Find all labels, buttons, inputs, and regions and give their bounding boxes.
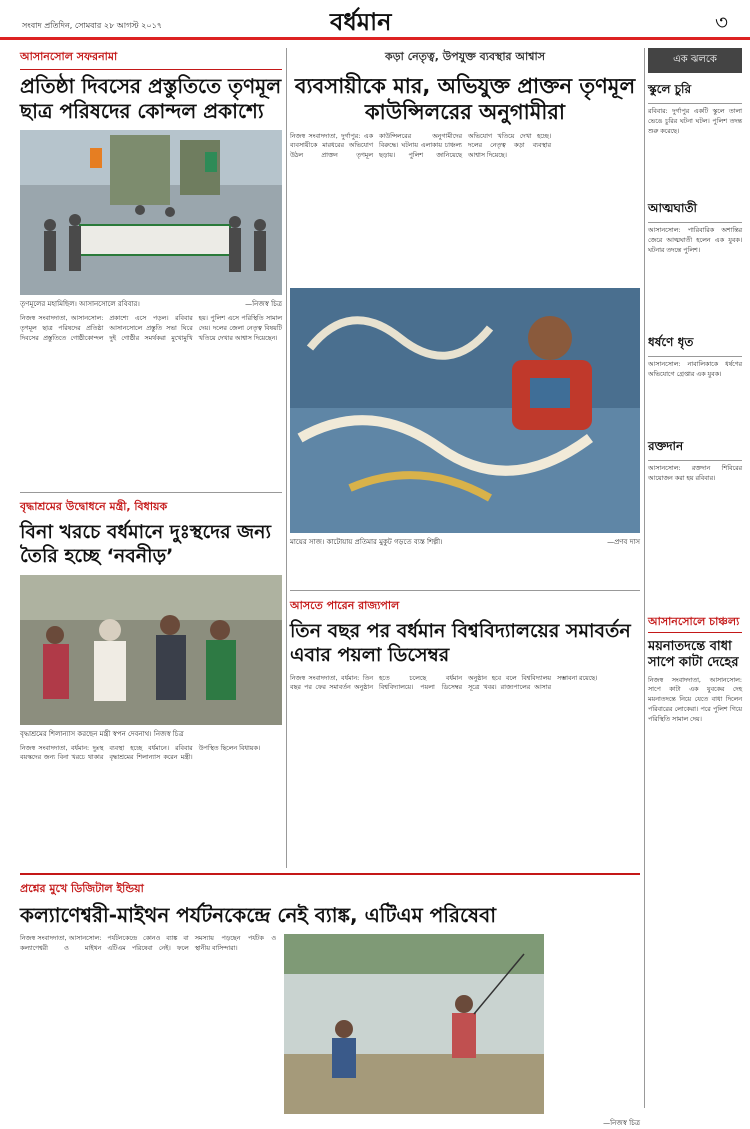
photo-caption: মায়ের সাজ। কাটোয়ায় প্রতিমার মুকুট গড়তে ব্যস্ত শিল্পী। <box>290 537 443 546</box>
story-body-continued <box>552 934 640 1114</box>
story-old-age-home <box>20 498 282 874</box>
artisan-photo <box>290 288 640 533</box>
page-number: ৩ <box>714 10 728 34</box>
inauguration-photo-image <box>20 575 282 725</box>
story-cp-infighting <box>20 48 282 488</box>
story-kicker: প্রশ্নের মুখে ডিজিটাল ইন্ডিয়া <box>20 882 144 895</box>
story-body: নিজস্ব সংবাদদাতা, আসানসোল: সাপে কাটা এক যুবকের দেহ ময়নাতদন্তে নিয়ে যেতে বাধা দিলেন পরিবারের লোকেরা। পরে পুলিশ গিয়ে পরিস্থিতি সামাল দেয়। <box>648 676 742 723</box>
story-headline[interactable]: প্রতিষ্ঠা দিবসের প্রস্তুতিতে তৃণমূল ছাত্র পরিষদের কোন্দল প্রকাশ্যে <box>20 74 282 123</box>
brief-title[interactable]: রক্তদান <box>648 438 742 461</box>
issue-date: সংবাদ প্রতিদিন, সোমবার ২৮ আগস্ট ২০১৭ <box>22 21 162 30</box>
rally-photo <box>20 130 282 295</box>
story-headline[interactable]: কল্যাণেশ্বরী-মাইথন পর্যটনকেন্দ্রে নেই ব্যাঙ্ক, এটিএম পরিষেবা <box>20 903 496 927</box>
lake-photo-image <box>284 934 544 1114</box>
photo-credit: —নিজস্ব চিত্র <box>245 300 282 308</box>
story-kicker: আসতে পারেন রাজ্যপাল <box>290 599 400 612</box>
photo-credit: —প্রণব দাস <box>607 537 640 546</box>
story-body: নিজস্ব সংবাদদাতা, আসানসোল: তৃণমূল ছাত্র পরিষদের প্রতিষ্ঠা দিবসের প্রস্তুতিতে গোষ্ঠীকোন্দল প্রকাশ্যে এসে পড়ল। রবিবার আসানসোলে প্রস্তুতি সভা ঘিরে দুই গোষ্ঠীর সমর্থকরা মুখোমুখি হয়। পুলিশ এসে পরিস্থিতি সামাল দেয়। দলের জেলা নেতৃত্ব বিষয়টি খতিয়ে দেখার আশ্বাস দিয়েছেন। <box>20 315 282 342</box>
story-headline[interactable]: তিন বছর পর বর্ধমান বিশ্ববিদ্যালয়ের সমাবর্তন এবার পয়লা ডিসেম্বর <box>290 620 631 666</box>
story-body: নিজস্ব সংবাদদাতা, বর্ধমান: দুঃস্থ বয়স্কদের জন্য বিনা খরচে থাকার ব্যবস্থা হচ্ছে বর্ধমানে। রবিবার বৃদ্ধাশ্রমের শিলান্যাস করেন মন্ত্রী। উপস্থিত ছিলেন বিধায়ক। <box>20 744 261 762</box>
story-kicker: আসানসোল সফরনামা <box>20 48 282 70</box>
story-body: নিজস্ব সংবাদদাতা, বর্ধমান: তিন বছর পর ফের সমাবর্তন অনুষ্ঠান হতে চলেছে বর্ধমান বিশ্ববিদ্যালয়ে। পয়লা ডিসেম্বর অনুষ্ঠান হবে বলে বিশ্ববিদ্যালয় সূত্রে খবর। রাজ্যপালের আসার সম্ভাবনা রয়েছে। <box>290 674 598 692</box>
brief-title[interactable]: স্কুলে চুরি <box>648 81 742 104</box>
section-title: বর্ধমান <box>330 7 392 36</box>
photo-caption: তৃণমূলের মহামিছিল। আসানসোলে রবিবার। <box>20 300 140 308</box>
brief-body: আসানসোল: পারিবারিক অশান্তির জেরে আত্মঘাতী হলেন এক যুবক। ঘটনার তদন্তে পুলিশ। <box>648 227 742 254</box>
story-convocation <box>290 597 640 869</box>
rally-photo-image <box>20 130 282 295</box>
photo-credit: —নিজস্ব চিত্র <box>603 1119 640 1127</box>
story-trader-assault <box>290 48 640 548</box>
lake-photo <box>284 934 544 1114</box>
news-brief-sidebar <box>648 48 742 608</box>
story-kicker: বৃদ্ধাশ্রমের উদ্বোধনে মন্ত্রী, বিধায়ক <box>20 500 168 513</box>
brief-title[interactable]: আত্মঘাতী <box>648 200 742 223</box>
story-headline[interactable]: ময়নাতদন্তে বাধা সাপে কাটা দেহের <box>648 639 739 671</box>
sidebar-header: এক ঝলকে <box>648 48 742 73</box>
artisan-photo-image <box>290 288 640 533</box>
brief-title[interactable]: ধর্ষণে ধৃত <box>648 334 742 357</box>
story-body: নিজস্ব সংবাদদাতা, আসানসোল: কল্যাণেশ্বরী ও মাইথন পর্যটনকেন্দ্রে কোনও ব্যাঙ্ক বা এটিএম পরিষেবা নেই। ফলে সমস্যায় পড়ছেন পর্যটক ও স্থানীয় বাসিন্দারা। <box>20 935 277 952</box>
story-tourism-atm <box>20 880 640 1129</box>
brief-body: রবিবার: দুর্গাপুর একটি স্কুলে তালা ভেঙে চুরির ঘটনা ঘটল। পুলিশ তদন্ত শুরু করেছে। <box>648 108 742 135</box>
story-kicker: আসানসোলে চাঞ্চল্য <box>648 613 742 633</box>
story-kicker: কড়া নেতৃত্ব, উপযুক্ত ব্যবস্থার আশ্বাস <box>385 50 545 63</box>
section-rule <box>20 492 282 493</box>
inauguration-photo <box>20 575 282 725</box>
story-headline[interactable]: ব্যবসায়ীকে মার, অভিযুক্ত প্রাক্তন তৃণমূল কাউন্সিলরের অনুগামীরা <box>294 74 636 125</box>
column-rule <box>644 48 645 1108</box>
brief-body: আসানসোল: রক্তদান শিবিরের আয়োজন করা হয় রবিবার। <box>648 465 742 482</box>
column-rule <box>286 48 287 868</box>
section-rule <box>290 590 640 591</box>
masthead <box>0 0 750 40</box>
brief-body: আসানসোল: নাবালিকাকে ধর্ষণের অভিযোগে গ্রেপ্তার এক যুবক। <box>648 361 742 378</box>
story-body: নিজস্ব সংবাদদাতা, দুর্গাপুর: এক ব্যবসায়ীকে মারধরের অভিযোগ উঠল প্রাক্তন তৃণমূল কাউন্সিলরের অনুগামীদের বিরুদ্ধে। ঘটনায় এলাকায় চাঞ্চল্য ছড়ায়। পুলিশ জানিয়েছে অভিযোগ খতিয়ে দেখা হচ্ছে। দলের নেতৃত্ব কড়া ব্যবস্থার আশ্বাস দিয়েছে। <box>290 132 551 159</box>
photo-caption: বৃদ্ধাশ্রমের শিলান্যাস করছেন মন্ত্রী স্বপন দেবনাথ। নিজস্ব চিত্র <box>20 729 184 738</box>
story-headline[interactable]: বিনা খরচে বর্ধমানে দুঃস্থদের জন্য তৈরি হচ্ছে ‘নবনীড়’ <box>20 521 271 567</box>
story-snakebite <box>648 613 742 1096</box>
